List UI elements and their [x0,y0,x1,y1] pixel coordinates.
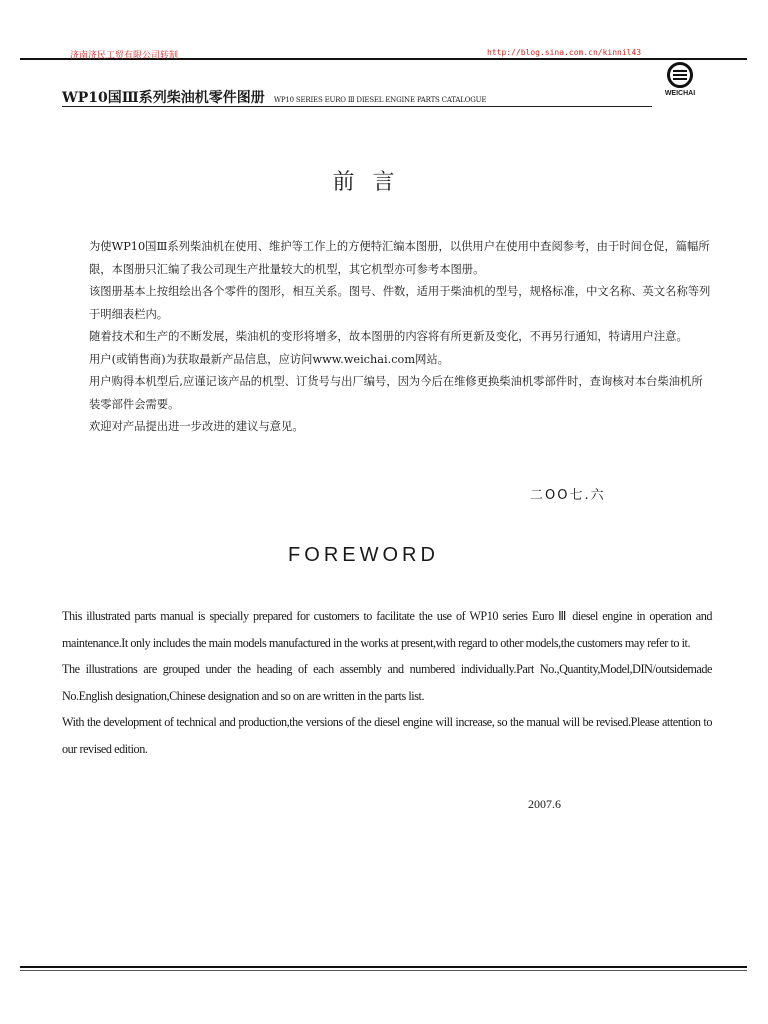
source-url[interactable]: http://blog.sina.com.cn/kinnil43 [487,48,642,57]
header-rule [62,106,652,107]
preface-paragraph: 为使WP10国Ⅲ系列柴油机在使用、维护等工作上的方便特汇编本图册，以供用户在使用中查阅参考，由于时间仓促，篇幅所限，本图册只汇编了我公司现生产批量较大的机型，其它机型亦可参考本图册。 [89,240,710,276]
preface-paragraph: 用户购得本机型后,应谨记该产品的机型、订货号与出厂编号，因为今后在维修更换柴油机零部件时，查询核对本台柴油机所装零部件会需要。 [89,375,703,411]
source-company: 济南济民工贸有限公司转制 [70,51,179,61]
preface-title-cn: 前言 [332,170,413,195]
weichai-logo-icon [667,62,693,88]
preface-body-cn [62,236,712,439]
bottom-rule [20,970,747,971]
header-title-cn: WP10国Ⅲ系列柴油机零件图册 [62,90,265,106]
catalogue-header [62,87,486,107]
preface-date-cn: 二OO七.六 [530,488,606,503]
weichai-logo [660,62,700,97]
foreword-date: 2007.6 [528,797,561,811]
foreword-paragraph: The illustrations are grouped under the heading of each assembly and numbered individually.Part No.,Quantity,Model,DIN/outsidemade No.English designation,Chinese designation and so on are written in the parts list. [62,662,712,703]
foreword-body [62,603,712,762]
logo-text: WEICHAI [664,90,696,97]
preface-paragraph: 随着技术和生产的不断发展，柴油机的变形将增多，故本图册的内容将有所更新及变化，不再另行通知，特请用户注意。 [89,330,688,343]
preface-paragraph: 用户(或销售商)为获取最新产品信息，应访问www.weichai.com网站。 [89,352,449,366]
foreword-paragraph: With the development of technical and production,the versions of the diesel engine will increase, so the manual will be revised.Please attention to our revised edition. [62,715,712,756]
preface-paragraph: 欢迎对产品提出进一步改进的建议与意见。 [89,420,304,433]
preface-paragraph: 该图册基本上按组绘出各个零件的图形，相互关系。图号、件数，适用于柴油机的型号，规格标准，中文名称、英文名称等列于明细表栏内。 [89,285,711,321]
foreword-title: FOREWORD [288,544,439,566]
header-title-en: WP10 SERIES EURO Ⅲ DIESEL ENGINE PARTS CATALOGUE [273,96,487,104]
foreword-paragraph: This illustrated parts manual is specially prepared for customers to facilitate the use of WP10 series Euro Ⅲ diesel engine in operation and maintenance.It only includes the main models manufactured in the works at present,with regard to other models,the customers may refer to it. [62,609,712,650]
